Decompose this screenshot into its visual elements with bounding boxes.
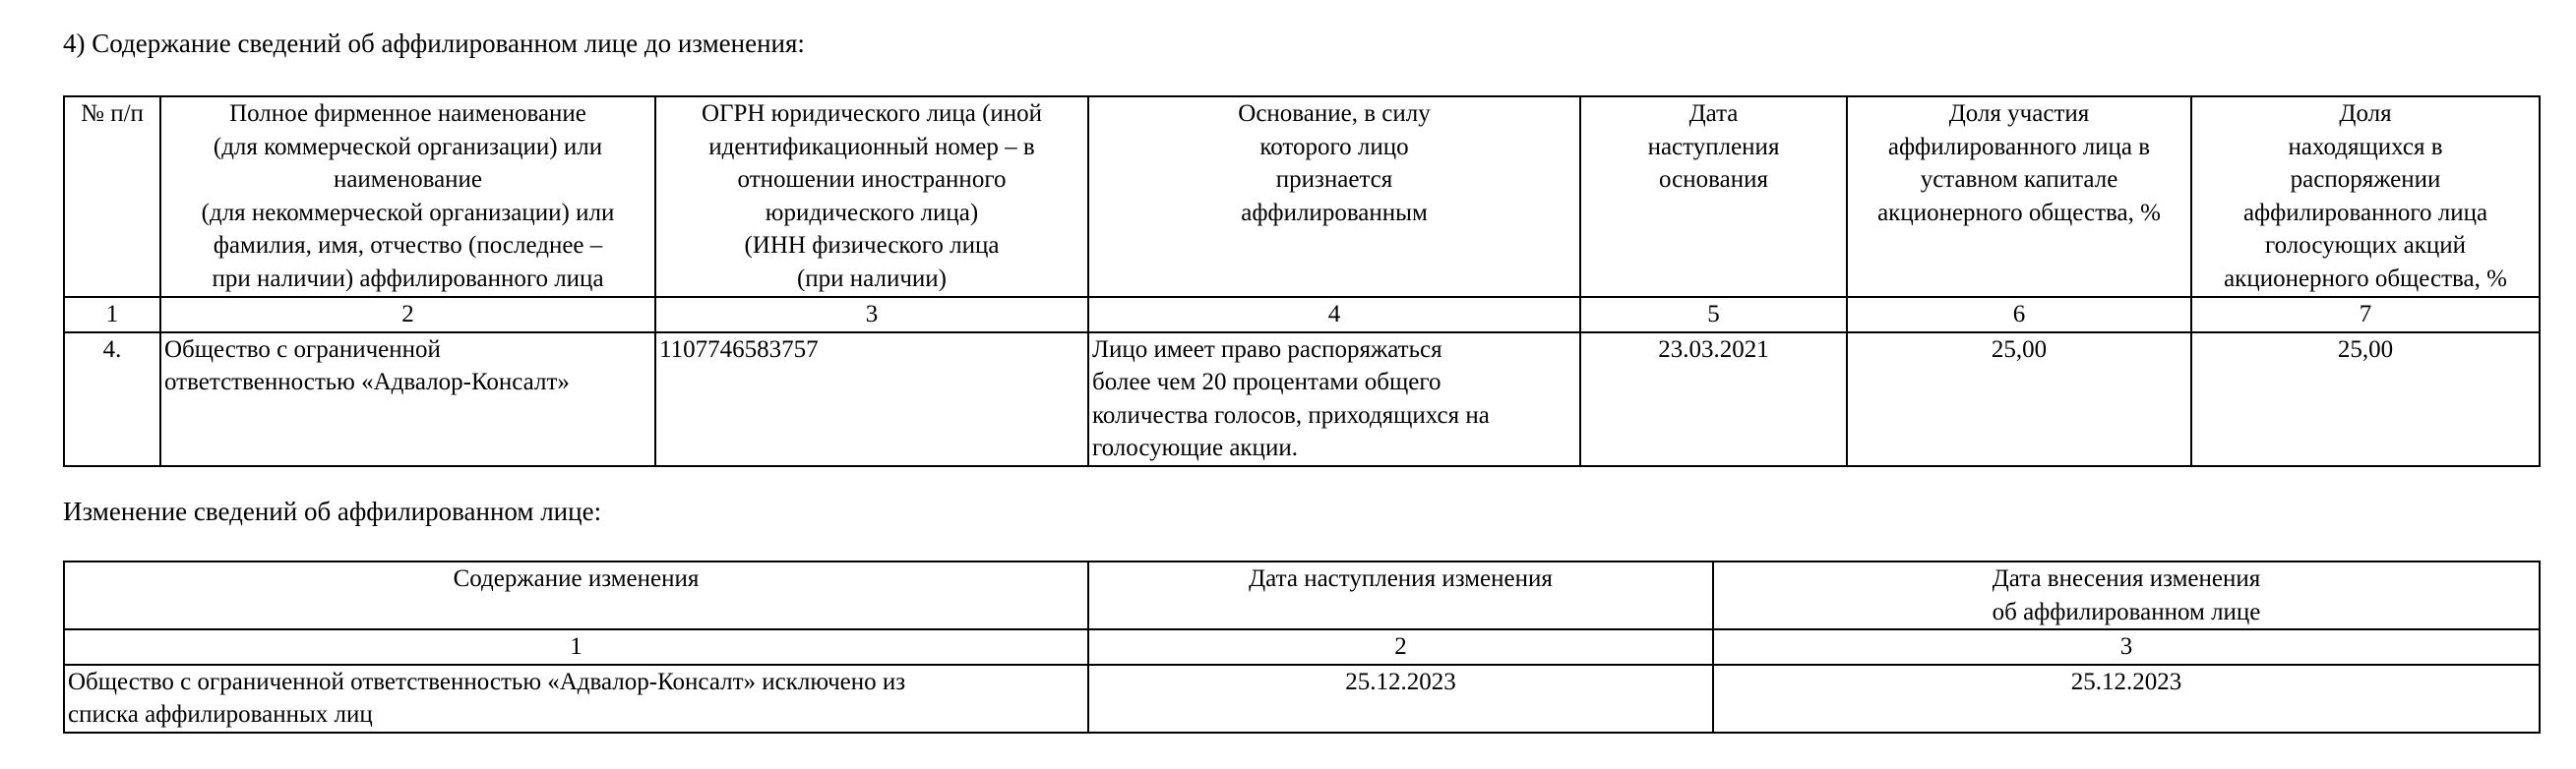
header-line: (ИНН физического лица <box>744 232 1000 259</box>
col-header-date <box>1580 96 1847 297</box>
col-header-share-votes <box>2191 96 2540 297</box>
section-before-heading: 4) Содержание сведений об аффилированном лице до изменения: <box>63 29 805 58</box>
header-line: уставном капитале <box>1920 166 2118 193</box>
cell-line: списка аффилированных лиц <box>68 701 373 728</box>
table-row <box>64 332 2540 466</box>
header-line: наступления <box>1647 133 1780 160</box>
cell-num: 4. <box>64 332 160 466</box>
header-line: Полное фирменное наименование <box>229 100 586 127</box>
header-line: Основание, в силу <box>1238 100 1431 127</box>
column-number: 3 <box>1713 629 2540 665</box>
header-line: № п/п <box>81 100 144 127</box>
column-number: 6 <box>1847 297 2191 332</box>
column-number: 2 <box>1088 629 1713 665</box>
affiliate-change-table <box>63 561 2541 734</box>
col-header-num <box>64 96 160 297</box>
cell-line: Общество с ограниченной ответственностью «Адвалор-Консалт» исключено из <box>68 668 906 695</box>
col-header-date-occurred <box>1088 562 1713 629</box>
table-row <box>64 665 2540 733</box>
column-number: 4 <box>1088 297 1580 332</box>
cell-line: количества голосов, приходящихся на <box>1092 401 1490 429</box>
header-line: Дата наступления изменения <box>1249 565 1553 592</box>
header-line: аффилированным <box>1241 199 1428 226</box>
column-number: 2 <box>160 297 655 332</box>
header-line: отношении иностранного <box>737 166 1007 193</box>
cell-date: 23.03.2021 <box>1580 332 1847 466</box>
column-number-row <box>64 629 2540 665</box>
header-line: которого лицо <box>1259 133 1409 160</box>
section-change-heading: Изменение сведений об аффилированном лице: <box>63 497 602 526</box>
cell-line: голосующие акции. <box>1092 435 1298 461</box>
header-line: юридического лица) <box>765 199 979 226</box>
header-line: основания <box>1659 166 1768 193</box>
header-line: признается <box>1275 166 1393 193</box>
column-number: 1 <box>64 629 1088 665</box>
affiliate-before-table <box>63 95 2541 467</box>
cell-ogrn: 1107746583757 <box>655 332 1088 466</box>
col-header-name <box>160 96 655 297</box>
header-row <box>64 96 2540 297</box>
header-line: Доля участия <box>1948 100 2090 127</box>
header-line: наименование <box>333 166 483 193</box>
header-line: Доля <box>2339 100 2392 127</box>
header-line: об аффилированном лице <box>1992 598 2261 625</box>
column-number: 3 <box>655 297 1088 332</box>
col-header-change-content <box>64 562 1088 629</box>
header-line: (для коммерческой организации) или <box>213 133 603 160</box>
column-number: 1 <box>64 297 160 332</box>
cell-change-content <box>64 665 1088 733</box>
cell-line: Лицо имеет право распоряжаться <box>1092 335 1442 363</box>
col-header-share-capital <box>1847 96 2191 297</box>
col-header-basis <box>1088 96 1580 297</box>
column-number-row <box>64 297 2540 332</box>
col-header-date-entered <box>1713 562 2540 629</box>
header-line: аффилированного лица <box>2242 199 2488 226</box>
cell-line: Общество с ограниченной <box>164 335 441 363</box>
col-header-ogrn <box>655 96 1088 297</box>
column-number: 5 <box>1580 297 1847 332</box>
cell-name <box>160 332 655 466</box>
header-line: ОГРН юридического лица (иной <box>701 100 1043 127</box>
header-line: аффилированного лица в <box>1887 133 2151 160</box>
header-line: голосующих акций <box>2264 232 2467 259</box>
header-line: при наличии) аффилированного лица <box>212 265 604 292</box>
cell-line: более чем 20 процентами общего <box>1092 369 1441 395</box>
header-row <box>64 562 2540 629</box>
cell-date-occurred: 25.12.2023 <box>1088 665 1713 733</box>
header-line: (для некоммерческой организации) или <box>201 199 615 226</box>
header-line: распоряжении <box>2290 166 2441 193</box>
cell-basis <box>1088 332 1580 466</box>
cell-date-entered: 25.12.2023 <box>1713 665 2540 733</box>
header-line: фамилия, имя, отчество (последнее – <box>213 232 603 259</box>
header-line: идентификационный номер – в <box>708 133 1035 160</box>
cell-line: ответственностью «Адвалор-Консалт» <box>164 369 570 395</box>
header-line: акционерного общества, % <box>2224 265 2507 292</box>
column-number: 7 <box>2191 297 2540 332</box>
header-line: (при наличии) <box>796 265 948 292</box>
cell-share-capital: 25,00 <box>1847 332 2191 466</box>
header-line: Содержание изменения <box>453 565 700 592</box>
header-line: находящихся в <box>2288 133 2443 160</box>
header-line: Дата <box>1688 100 1739 127</box>
header-line: акционерного общества, % <box>1877 199 2161 226</box>
header-line: Дата внесения изменения <box>1992 565 2261 592</box>
cell-share-votes: 25,00 <box>2191 332 2540 466</box>
